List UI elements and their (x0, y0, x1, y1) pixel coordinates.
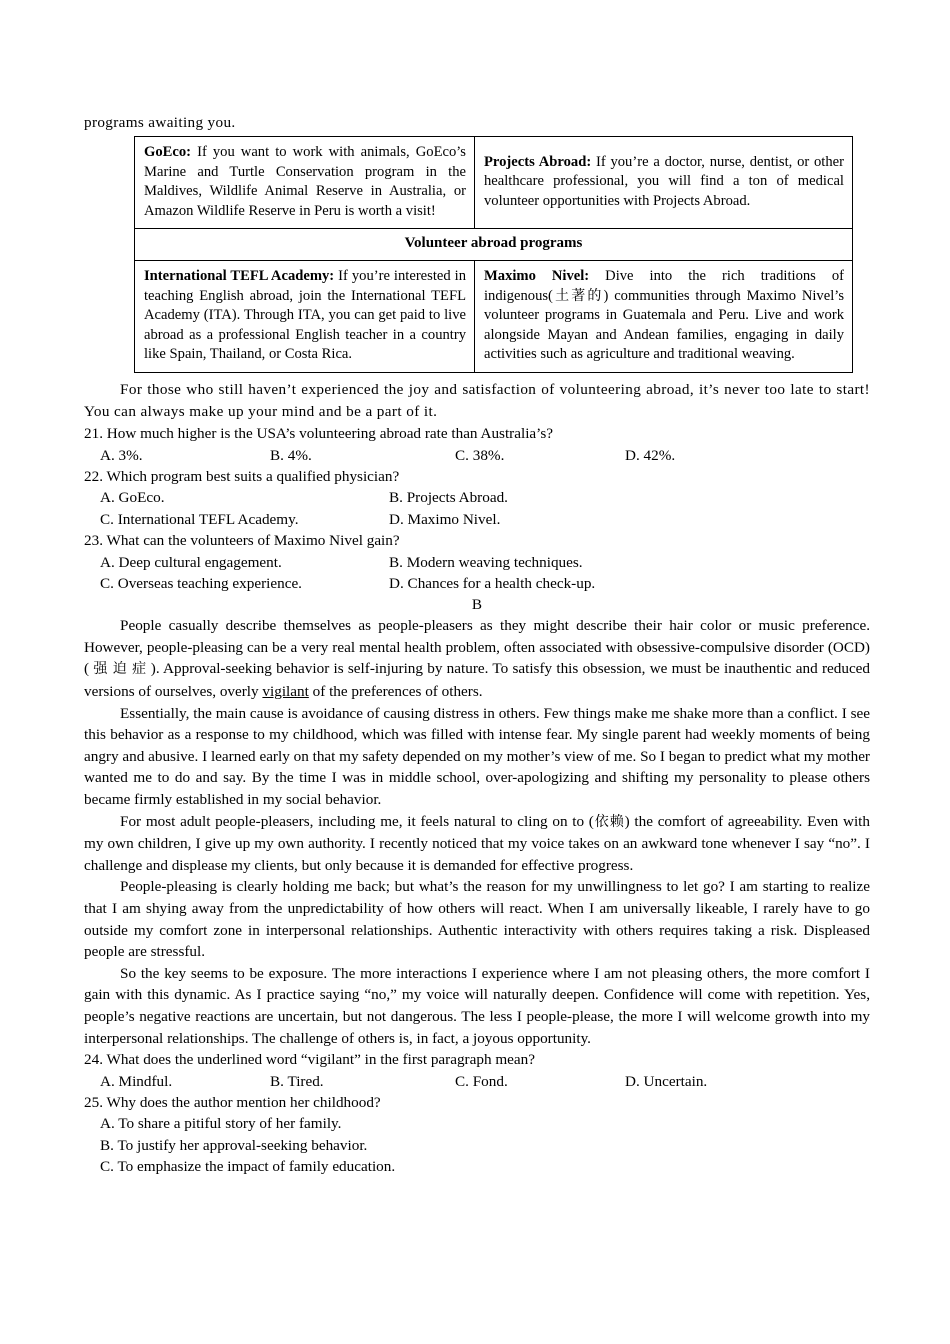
question-23-stem: 23. What can the volunteers of Maximo Nivel gain? (84, 532, 400, 550)
paragraph-3-part-1: For most adult people-pleasers, including me, it feels natural to cling on to ( (120, 812, 594, 830)
option-21-c[interactable]: C. 38%. (455, 446, 505, 464)
section-b-paragraph-2: Essentially, the main cause is avoidance of causing distress in others. Few things make me shake more than a conflict. I see this behavior as a response to my childhood, which was filled with intense fear. My single parent had weekly moments of being angry and abusive. I learned early on that my safety depended on my mother’s view of me. So I began to predict what my mother wanted me to do and say. By the time I was in middle school, over-apologizing and shifting my personality to please others became firmly established in my social behavior. (84, 704, 870, 809)
page-content (84, 112, 870, 1178)
program-body-projects-abroad: If you’re a doctor, nurse, dentist, or other healthcare professional, you will find a ton of medical volunteer opportunities with Projects Abroad. (484, 153, 844, 209)
question-25-stem: 25. Why does the author mention her childhood? (84, 1093, 381, 1111)
paragraph-1-part-3: of the preferences of others. (308, 683, 483, 701)
section-b-letter: B (471, 596, 483, 614)
program-cell-goeco (135, 137, 475, 229)
option-23-c[interactable]: C. Overseas teaching experience. (100, 574, 302, 592)
option-22-a[interactable]: A. GoEco. (100, 489, 165, 507)
option-23-d[interactable]: D. Chances for a health check-up. (389, 574, 596, 592)
option-22-c[interactable]: C. International TEFL Academy. (100, 510, 299, 528)
section-b-paragraph-4: People-pleasing is clearly holding me back; but what’s the reason for my unwillingness to let go? I am starting to realize that I am shying away from the unpredictability of how others will react. When I am universally likeable, I rarely have to go outside my comfort zone in interpersonal relationships. Authentic interactivity with others requires taking a risk. Displeased people are stressful. (84, 878, 870, 961)
section-b-paragraph-5: So the key seems to be exposure. The more interactions I experience where I am not pleasing others, the more comfort I gain with this dynamic. As I practice saying “no,” my voice will naturally deepen. Confidence will come with repetition. Yes, people’s negative reactions are uncertain, but not dangerous. The less I people-please, the more I will welcome growth into my interpersonal relationships. The challenge of others is, in fact, a joyous opportunity. (84, 964, 870, 1047)
program-title-goeco: GoEco: (144, 144, 192, 160)
closing-paragraph: For those who still haven’t experienced the joy and satisfaction of volunteering abroad, it’s never too late to start! You can always make up your mind and be a part of it. (84, 380, 870, 420)
program-body-maximo-nivel-part2: ) communities through Maximo Nivel’s volunteer programs in Guatemala and Peru. Live and work alongside Mayan and Andean families, engaging in daily activities such as agriculture and traditional weaving. (484, 287, 844, 363)
question-23-options-row2 (84, 573, 870, 594)
section-b-paragraph-3 (84, 811, 870, 877)
paragraph-3-part-2: ) the comfort of agreeability. Even with my own children, I give up my own authority. I recently noticed that my voice takes on an awkward tone whenever I say “no”. I challenge and displease my clients, but only because it is demanded for effective progress. (84, 812, 870, 874)
program-title-projects-abroad: Projects Abroad: (484, 153, 592, 170)
option-25-c[interactable]: C. To emphasize the impact of family education. (100, 1158, 396, 1176)
program-title-maximo-nivel: Maximo Nivel: (484, 267, 590, 284)
option-24-b[interactable]: B. Tired. (270, 1072, 324, 1090)
section-b-paragraph-1 (84, 615, 870, 702)
program-cell-tefl (135, 260, 475, 372)
option-25-a[interactable]: A. To share a pitiful story of her family. (100, 1115, 342, 1133)
question-22-options-row2 (84, 509, 870, 530)
option-22-b[interactable]: B. Projects Abroad. (389, 489, 508, 507)
table-banner: Volunteer abroad programs (135, 229, 853, 261)
program-gloss-maximo-nivel: 土著的 (552, 287, 604, 304)
option-21-a[interactable]: A. 3%. (100, 446, 143, 464)
question-23-options-row1 (84, 552, 870, 573)
option-24-d[interactable]: D. Uncertain. (625, 1072, 708, 1090)
question-24-stem: 24. What does the underlined word “vigilant” in the first paragraph mean? (84, 1051, 535, 1069)
table-row (135, 260, 853, 372)
option-25-b[interactable]: B. To justify her approval-seeking behavior. (100, 1136, 368, 1154)
paragraph-3-gloss-cling: 依赖 (593, 813, 625, 830)
option-24-c[interactable]: C. Fond. (455, 1072, 508, 1090)
program-body-goeco: If you want to work with animals, GoEco’s Marine and Turtle Conservation program in the Maldives, Wildlife Animal Reserve in Australia, or Amazon Wildlife Reserve in Peru is worth a visit! (144, 144, 466, 219)
program-cell-projects-abroad (475, 137, 853, 229)
program-body-maximo-nivel-part1: Dive into the rich traditions of indigenous( (484, 267, 844, 304)
option-21-b[interactable]: B. 4%. (270, 446, 312, 464)
program-title-tefl: International TEFL Academy: (144, 267, 335, 284)
option-23-a[interactable]: A. Deep cultural engagement. (100, 553, 282, 571)
program-body-tefl: If you’re interested in teaching English abroad, join the International TEFL Academy (ITA). Through ITA, you can get paid to live abroad as a professional English teacher in a country like Spain, Thailand, or Costa Rica. (144, 267, 467, 363)
question-22-options-row1 (84, 487, 870, 508)
intro-line: programs awaiting you. (84, 114, 236, 131)
volunteer-programs-table (134, 136, 853, 373)
question-21-stem: 21. How much higher is the USA’s volunteering abroad rate than Australia’s? (84, 425, 554, 443)
paragraph-1-part-1: People casually describe themselves as people-pleasers as they might describe their hair color or music preference. However, people-pleasing can be a very real mental health problem, often associated with obsessive-compulsive disorder (OCD) ( (84, 617, 870, 678)
option-24-a[interactable]: A. Mindful. (100, 1072, 173, 1090)
paragraph-1-gloss-ocd: 强 迫 症 (93, 661, 147, 678)
question-24-options (84, 1071, 870, 1092)
option-21-d[interactable]: D. 42%. (625, 446, 676, 464)
option-23-b[interactable]: B. Modern weaving techniques. (389, 553, 583, 571)
question-21-options (84, 445, 870, 466)
underlined-word-vigilant: vigilant (262, 683, 309, 701)
paragraph-1-part-2: ). Approval-seeking behavior is self-injuring by nature. To satisfy this obsession, we must be inauthentic and reduced versions of ourselves, overly (84, 660, 871, 701)
question-22-stem: 22. Which program best suits a qualified physician? (84, 467, 400, 485)
option-22-d[interactable]: D. Maximo Nivel. (389, 510, 501, 528)
table-row (135, 229, 853, 261)
program-cell-maximo-nivel (475, 260, 853, 372)
table-row (135, 137, 853, 229)
